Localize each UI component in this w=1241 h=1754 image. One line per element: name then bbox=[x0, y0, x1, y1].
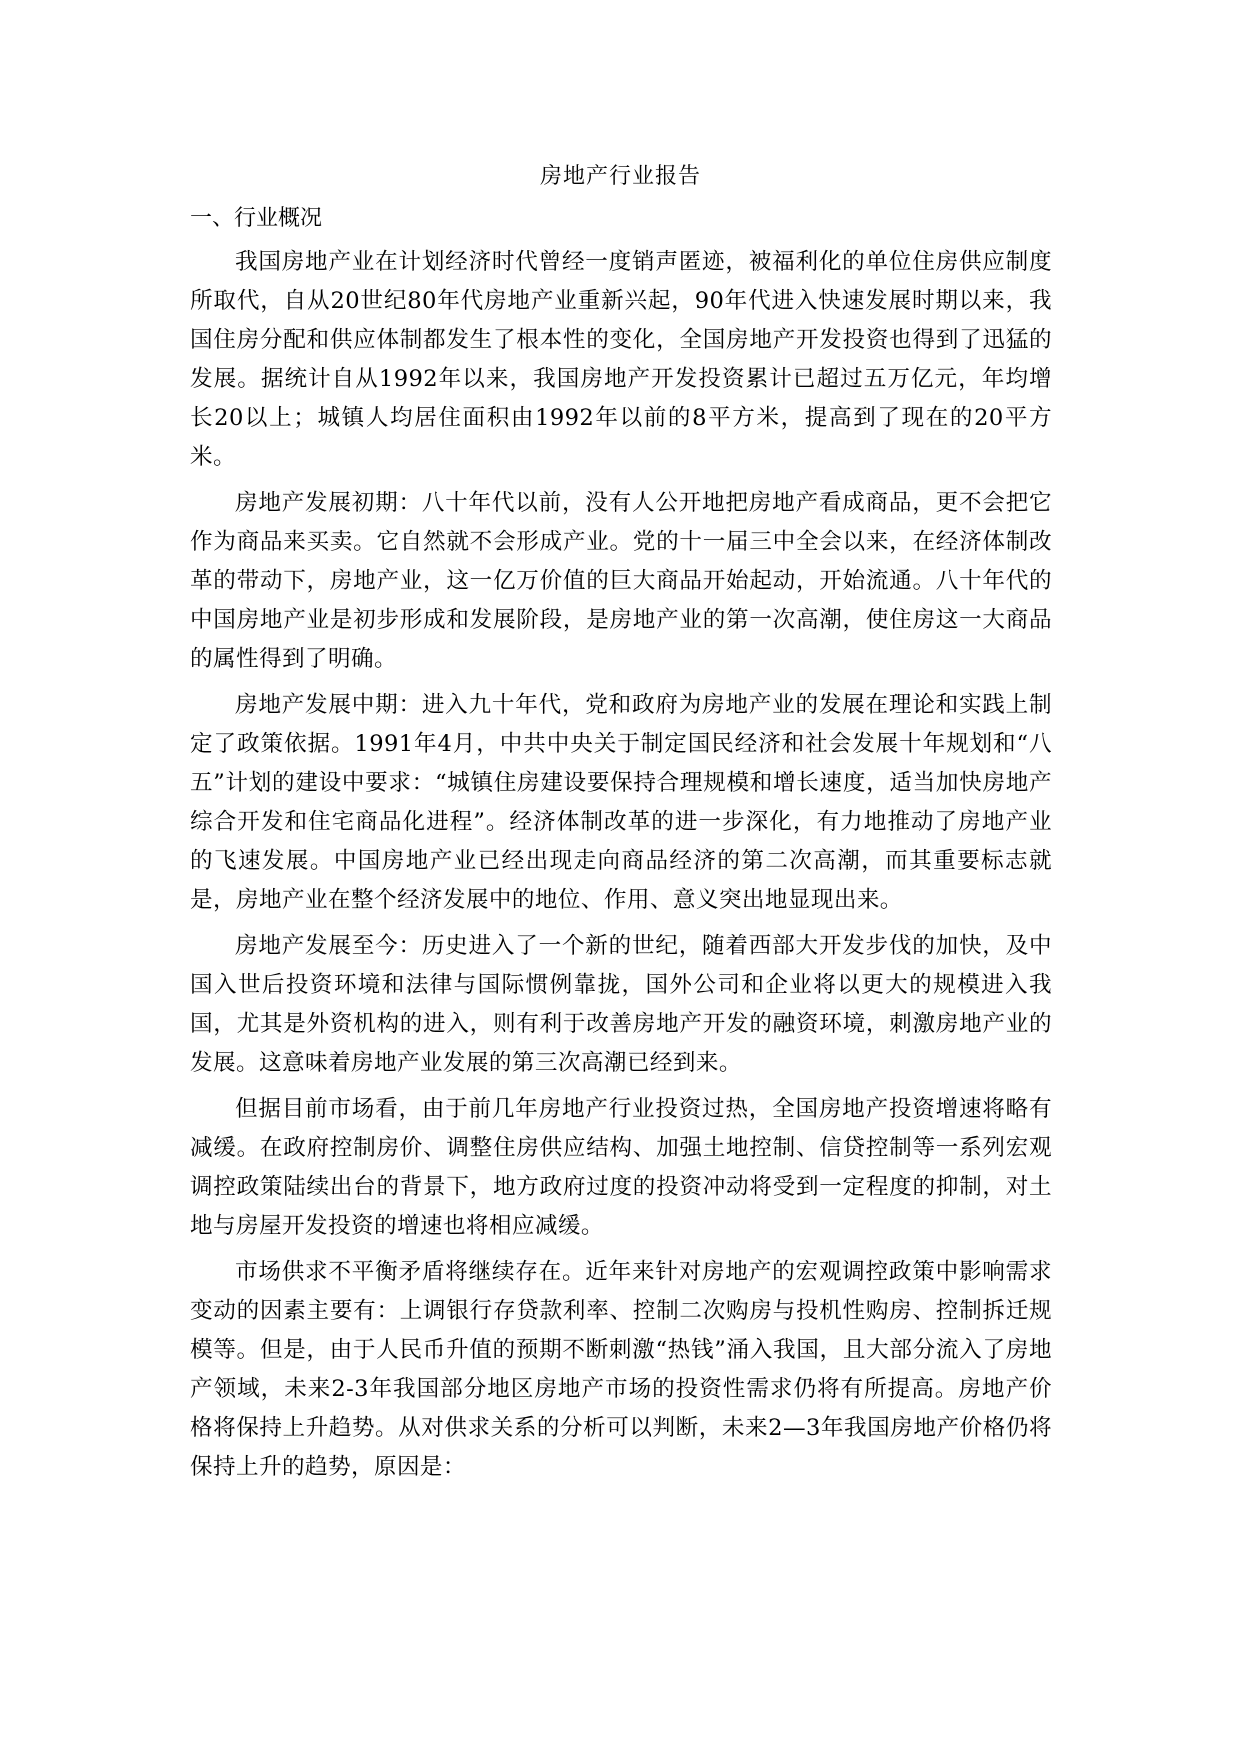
paragraph-early-stage: 房地产发展初期：八十年代以前，没有人公开地把房地产看成商品，更不会把它作为商品来买卖。它自然就不会形成产业。党的十一届三中全会以来，在经济体制改革的带动下，房地产业，这一亿万价值的巨大商品开始起动，开始流通。八十年代的中国房地产业是初步形成和发展阶段，是房地产业的第一次高潮，使住房这一大商品的属性得到了明确。 bbox=[190, 490, 1052, 672]
paragraph-market-outlook: 但据目前市场看，由于前几年房地产行业投资过热，全国房地产投资增速将略有减缓。在政府控制房价、调整住房供应结构、加强土地控制、信贷控制等一系列宏观调控政策陆续出台的背景下，地方政府过度的投资冲动将受到一定程度的抑制，对土地与房屋开发投资的增速也将相应减缓。 bbox=[190, 1096, 1052, 1239]
section-heading: 一、行业概况 bbox=[190, 206, 323, 231]
paragraph-middle-stage: 房地产发展中期：进入九十年代，党和政府为房地产业的发展在理论和实践上制定了政策依据。1991年4月，中共中央关于制定国民经济和社会发展十年规划和“八五”计划的建设中要求：“城镇住房建设要保持合理规模和增长速度，适当加快房地产综合开发和住宅商品化进程”。经济体制改革的进一步深化，有力地推动了房地产业的飞速发展。中国房地产业已经出现走向商品经济的第二次高潮，而其重要标志就是，房地产业在整个经济发展中的地位、作用、意义突出地显现出来。 bbox=[190, 692, 1052, 913]
document-body bbox=[190, 243, 1052, 1494]
document-title: 房地产行业报告 bbox=[539, 164, 701, 189]
paragraph-overview: 我国房地产业在计划经济时代曾经一度销声匿迹，被福利化的单位住房供应制度所取代，自从20世纪80年代房地产业重新兴起，90年代进入快速发展时期以来，我国住房分配和供应体制都发生了根本性的变化，全国房地产开发投资也得到了迅猛的发展。据统计自从1992年以来，我国房地产开发投资累计已超过五万亿元，年均增长20以上；城镇人均居住面积由1992年以前的8平方米，提高到了现在的20平方米。 bbox=[190, 249, 1052, 470]
paragraph-supply-demand: 市场供求不平衡矛盾将继续存在。近年来针对房地产的宏观调控政策中影响需求变动的因素主要有：上调银行存贷款利率、控制二次购房与投机性购房、控制拆迁规模等。但是，由于人民币升值的预期不断刺激“热钱”涌入我国，且大部分流入了房地产领域，未来2-3年我国部分地区房地产市场的投资性需求仍将有所提高。房地产价格将保持上升趋势。从对供求关系的分析可以判断，未来2—3年我国房地产价格仍将保持上升的趋势，原因是： bbox=[190, 1259, 1052, 1480]
paragraph-present-stage: 房地产发展至今：历史进入了一个新的世纪，随着西部大开发步伐的加快，及中国入世后投资环境和法律与国际惯例靠拢，国外公司和企业将以更大的规模进入我国，尤其是外资机构的进入，则有利于改善房地产开发的融资环境，刺激房地产业的发展。这意味着房地产业发展的第三次高潮已经到来。 bbox=[190, 933, 1052, 1076]
